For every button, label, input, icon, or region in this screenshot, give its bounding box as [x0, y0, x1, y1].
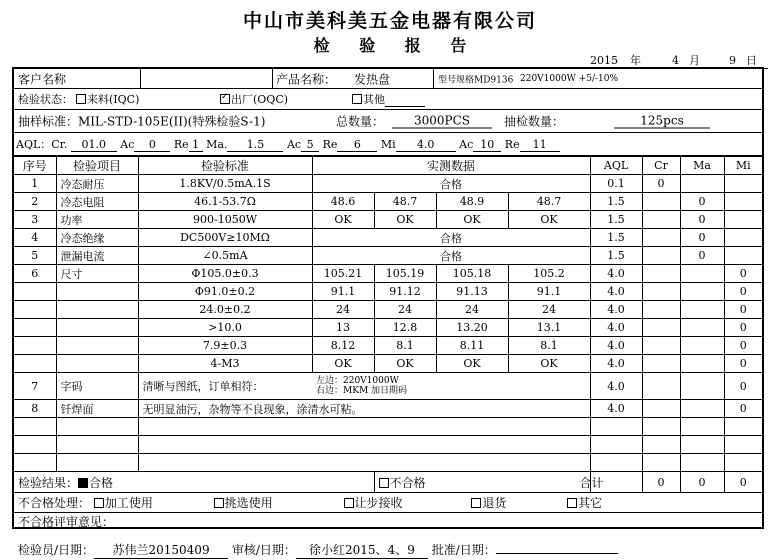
result-total-label: 合计 [579, 475, 604, 490]
row-data-3: 24 [436, 301, 508, 319]
disposal-label: 不合格处理： [18, 496, 91, 510]
header-standard: 检验标准 [138, 157, 312, 175]
row-item [56, 301, 138, 319]
row-mi [724, 211, 762, 229]
row-ma [680, 337, 724, 355]
row-standard: >10.0 [138, 319, 312, 337]
row-no: 2 [14, 193, 56, 211]
table-row [14, 175, 762, 193]
row-cr [642, 211, 680, 229]
row-aql: 1.5 [590, 211, 642, 229]
row7-standard-text: 清晰与图纸，订单相符： [142, 380, 264, 393]
status-incoming[interactable] [76, 91, 139, 107]
table-row [14, 319, 762, 337]
aql-ac3-label: Ac [459, 138, 474, 151]
row-aql: 1.5 [590, 247, 642, 265]
date-month: 4 [672, 54, 679, 67]
row-item [56, 337, 138, 355]
model-label: 型号规格MD9136 [438, 75, 514, 85]
row-ma [680, 265, 724, 283]
row-standard: 1.8KV/0.5mA.1S [138, 175, 312, 193]
row-standard: 24.0±0.2 [138, 301, 312, 319]
row-ma [680, 301, 724, 319]
row-cr: 0 [642, 175, 680, 193]
disposal-option-label: 其它 [578, 496, 603, 510]
row-data-merged: 合格 [312, 247, 590, 265]
status-label: 检验状态： [18, 93, 73, 106]
aql-ac3: 10 [473, 138, 501, 152]
row-item [56, 319, 138, 337]
inspector-label: 检验员/日期： [18, 543, 95, 557]
aql-ac2-label: Ac [286, 138, 302, 151]
aql-line [16, 136, 560, 152]
row-data-1: 24 [312, 301, 374, 319]
row-no: 7 [14, 373, 56, 400]
row-aql: 4.0 [590, 265, 642, 283]
blank-row [14, 436, 762, 454]
aql-re3: 11 [520, 138, 560, 152]
row-mi: 0 [724, 319, 762, 337]
date-day: 9 [729, 54, 736, 67]
row-item: 冷态绝缘 [56, 229, 138, 247]
checkbox-empty-icon[interactable] [471, 498, 481, 508]
row-standard: Φ91.0±0.2 [138, 283, 312, 301]
review-label: 不合格评审意见： [18, 515, 115, 529]
row-data-4: OK [508, 211, 590, 229]
table-row [14, 400, 762, 418]
row-data-1: 91.1 [312, 283, 374, 301]
row-ma: 0 [680, 247, 724, 265]
row-aql: 4.0 [590, 355, 642, 373]
row-no [14, 355, 56, 373]
inspector-value: 苏伟兰20150409 [94, 541, 228, 559]
row-data-merged: 合格 [312, 175, 590, 193]
row-no: 3 [14, 211, 56, 229]
table-row [14, 373, 762, 400]
aql-ac2: 5 [301, 138, 319, 152]
total-value: 3000PCS [392, 114, 492, 129]
sampling-standard: 抽样标准：MIL-STD-105E(II)(特殊检验S-1) [18, 114, 266, 129]
aql-re1-label: Re [173, 138, 189, 151]
row-standard: DC500V≥10MΩ [138, 229, 312, 247]
row-mi [724, 247, 762, 265]
reviewer-label: 审核/日期： [231, 543, 296, 557]
row-mi: 0 [724, 337, 762, 355]
row-no: 5 [14, 247, 56, 265]
row-item [56, 283, 138, 301]
row-no: 4 [14, 229, 56, 247]
header-data: 实测数据 [312, 157, 590, 175]
row-mi: 0 [724, 373, 762, 400]
row-data-1: 105.21 [312, 265, 374, 283]
row-data-1: 48.6 [312, 193, 374, 211]
report-form [12, 67, 764, 529]
date-month-label: 月 [689, 54, 700, 67]
row-data-3: OK [436, 211, 508, 229]
row-cr [642, 265, 680, 283]
table-row [14, 247, 762, 265]
row-item: 冷态耐压 [56, 175, 138, 193]
aql-ac1: 0 [134, 138, 170, 152]
row-item: 功率 [56, 211, 138, 229]
date-year-label: 年 [630, 54, 641, 67]
row-ma: 0 [680, 229, 724, 247]
row-aql: 4.0 [590, 319, 642, 337]
table-row [14, 265, 762, 283]
row-cr [642, 355, 680, 373]
row-mi [724, 229, 762, 247]
inspection-table [14, 156, 762, 539]
row-data-1: 13 [312, 319, 374, 337]
row-data-4: 13.1 [508, 319, 590, 337]
company-name: 中山市美科美五金电器有限公司 [242, 10, 537, 32]
checkbox-empty-icon[interactable] [94, 498, 104, 508]
row-standard: 4-M3 [138, 355, 312, 373]
row-no: 1 [14, 175, 56, 193]
row-mi [724, 175, 762, 193]
row-aql: 4.0 [590, 283, 642, 301]
approver-label: 批准/日期： [431, 543, 496, 557]
row-ma: 0 [680, 193, 724, 211]
header-aql: AQL [590, 157, 642, 175]
review-row [14, 513, 762, 540]
row-standard [138, 373, 590, 400]
customer-label: 客户名称 [18, 72, 67, 86]
row-data-2: 91.12 [374, 283, 436, 301]
row-data-4: 24 [508, 301, 590, 319]
row-item: 泄漏电流 [56, 247, 138, 265]
row-ma [680, 283, 724, 301]
status-other[interactable] [352, 91, 425, 107]
row-cr [642, 229, 680, 247]
aql-mi: 4.0 [396, 138, 456, 152]
row-cr [642, 373, 680, 400]
blank-row [14, 418, 762, 436]
header-item: 检验项目 [56, 157, 138, 175]
result-pass: 合格 [89, 475, 114, 490]
disposal-option-label: 退货 [482, 496, 507, 510]
result-ma: 0 [680, 472, 724, 493]
row-data-2: 24 [374, 301, 436, 319]
aql-re2: 6 [337, 138, 377, 152]
table-header-row [14, 157, 762, 175]
row-mi: 0 [724, 355, 762, 373]
row-data-3: 8.11 [436, 337, 508, 355]
row-cr [642, 193, 680, 211]
row-data-4: 91.1 [508, 283, 590, 301]
row-data-1: OK [312, 355, 374, 373]
disposal-option[interactable] [471, 494, 563, 511]
table-row [14, 337, 762, 355]
row-data-2: OK [374, 355, 436, 373]
row-ma: 0 [680, 211, 724, 229]
product-value: 发热盘 [354, 72, 391, 86]
row-data-2: 105.19 [374, 265, 436, 283]
aql-row [14, 133, 762, 156]
row-ma [680, 400, 724, 418]
row-data-3: 91.13 [436, 283, 508, 301]
row-aql: 4.0 [590, 337, 642, 355]
checkbox-empty-icon[interactable] [344, 498, 354, 508]
table-row [14, 211, 762, 229]
checkbox-empty-icon[interactable] [214, 498, 224, 508]
table-row [14, 283, 762, 301]
model-value: 220V1000W +5/-10% [520, 73, 619, 84]
row-data-2: 8.1 [374, 337, 436, 355]
row-data-4: 105.2 [508, 265, 590, 283]
disposal-option[interactable] [94, 494, 210, 511]
status-other-label: 其他 [363, 93, 385, 106]
row-mi: 0 [724, 265, 762, 283]
marking-right: 右边：MKM 加日期码 [316, 386, 408, 396]
row-no: 6 [14, 265, 56, 283]
review-cell[interactable] [14, 513, 762, 540]
row-item: 字码 [56, 373, 138, 400]
date-year: 2015 [590, 54, 618, 67]
disposal-row [14, 493, 762, 513]
signature-footer [18, 541, 618, 559]
header-cr: Cr [642, 157, 680, 175]
approver-value[interactable] [496, 553, 618, 554]
row-no [14, 283, 56, 301]
checkbox-empty-icon[interactable] [379, 478, 389, 488]
table-row [14, 355, 762, 373]
result-pass-cell [14, 472, 374, 493]
row-data-3: 48.9 [436, 193, 508, 211]
row-aql: 4.0 [590, 373, 642, 400]
row-ma [680, 175, 724, 193]
status-outgoing-label: 出厂(OQC) [231, 93, 289, 106]
sampling-row [14, 110, 762, 133]
row-aql: 4.0 [590, 301, 642, 319]
header-no: 序号 [14, 157, 56, 175]
row-item [56, 355, 138, 373]
aql-cr-label: Cr. [51, 138, 68, 151]
disposal-option-label: 加工使用 [104, 496, 153, 510]
aql-re2-label: Re [322, 138, 338, 151]
status-outgoing[interactable] [220, 91, 288, 107]
aql-mi-label: Mi [380, 138, 396, 151]
row-item: 尺寸 [56, 265, 138, 283]
row-aql: 1.5 [590, 193, 642, 211]
row-no [14, 301, 56, 319]
header-mi: Mi [724, 157, 762, 175]
aql-cr: 01.0 [71, 138, 117, 152]
aql-ma-label: Ma. [206, 138, 228, 151]
result-fail: 不合格 [389, 475, 426, 490]
row-data-1: 8.12 [312, 337, 374, 355]
checkbox-empty-icon[interactable] [352, 94, 362, 104]
row-data-4: 8.1 [508, 337, 590, 355]
row-cr [642, 319, 680, 337]
sample-value: 125pcs [614, 114, 710, 129]
checkbox-empty-icon[interactable] [567, 498, 577, 508]
disposal-option[interactable] [214, 494, 340, 511]
product-label: 产品名称： [276, 72, 337, 86]
row-data-2: OK [374, 211, 436, 229]
disposal-option[interactable] [567, 494, 627, 511]
reviewer-value: 徐小红2015、4、9 [296, 541, 428, 559]
row-standard: ∠0.5mA [138, 247, 312, 265]
report-title: 检 验 报 告 [313, 36, 467, 55]
table-row [14, 193, 762, 211]
row-data-4: 48.7 [508, 193, 590, 211]
aql-ac1-label: Ac [120, 138, 135, 151]
row-cr [642, 337, 680, 355]
row-standard: 无明显油污，杂物等不良现象，涂清水可粘。 [138, 400, 590, 418]
result-cr: 0 [642, 472, 680, 493]
row-item: 冷态电阻 [56, 193, 138, 211]
result-label: 检验结果： [18, 475, 79, 490]
aql-re3-label: Re [504, 138, 520, 151]
row-no: 8 [14, 400, 56, 418]
row-mi [724, 193, 762, 211]
row-item: 钎焊面 [56, 400, 138, 418]
header-ma: Ma [680, 157, 724, 175]
row-data-2: 48.7 [374, 193, 436, 211]
aql-re1: 1 [189, 138, 203, 152]
row-no [14, 319, 56, 337]
row-ma [680, 355, 724, 373]
row-standard: 7.9±0.3 [138, 337, 312, 355]
row-data-2: 12.8 [374, 319, 436, 337]
row-aql: 4.0 [590, 400, 642, 418]
result-mi: 0 [724, 472, 762, 493]
row-standard: Φ105.0±0.3 [138, 265, 312, 283]
status-incoming-label: 来料(IQC) [87, 93, 140, 106]
row-cr [642, 301, 680, 319]
checkbox-filled-icon[interactable] [78, 478, 88, 488]
row-mi: 0 [724, 283, 762, 301]
row-data-3: OK [436, 355, 508, 373]
row-data-merged: 合格 [312, 229, 590, 247]
disposal-cell [14, 493, 762, 513]
aql-ma: 1.5 [227, 138, 283, 152]
row-mi: 0 [724, 400, 762, 418]
row-no [14, 337, 56, 355]
row-ma [680, 373, 724, 400]
table-row [14, 301, 762, 319]
date-day-label: 日 [746, 54, 757, 67]
row-data-1: OK [312, 211, 374, 229]
row-data-3: 13.20 [436, 319, 508, 337]
checkbox-checked-icon[interactable]: ✓ [221, 92, 229, 102]
result-row [14, 472, 762, 493]
total-label: 总数量： [336, 114, 385, 129]
row-standard: 900-1050W [138, 211, 312, 229]
row-mi: 0 [724, 301, 762, 319]
row-data-4: OK [508, 355, 590, 373]
sample-label: 抽检数量： [504, 114, 565, 129]
row-cr [642, 400, 680, 418]
inspection-status-row [14, 89, 762, 110]
row-ma [680, 319, 724, 337]
disposal-option-label: 让步接收 [354, 496, 403, 510]
customer-product-row [14, 69, 762, 89]
row-data-3: 105.18 [436, 265, 508, 283]
aql-label: AQL： [16, 138, 52, 151]
marking-left: 左边：220V1000W [316, 376, 399, 386]
disposal-option-label: 挑选使用 [224, 496, 273, 510]
disposal-option[interactable] [344, 494, 468, 511]
row-cr [642, 247, 680, 265]
result-fail-cell [374, 472, 604, 493]
checkbox-empty-icon[interactable] [76, 94, 86, 104]
row-cr [642, 283, 680, 301]
blank-row [14, 454, 762, 472]
row-aql: 1.5 [590, 229, 642, 247]
row-standard: 46.1-53.7Ω [138, 193, 312, 211]
table-row [14, 229, 762, 247]
row-aql: 0.1 [590, 175, 642, 193]
